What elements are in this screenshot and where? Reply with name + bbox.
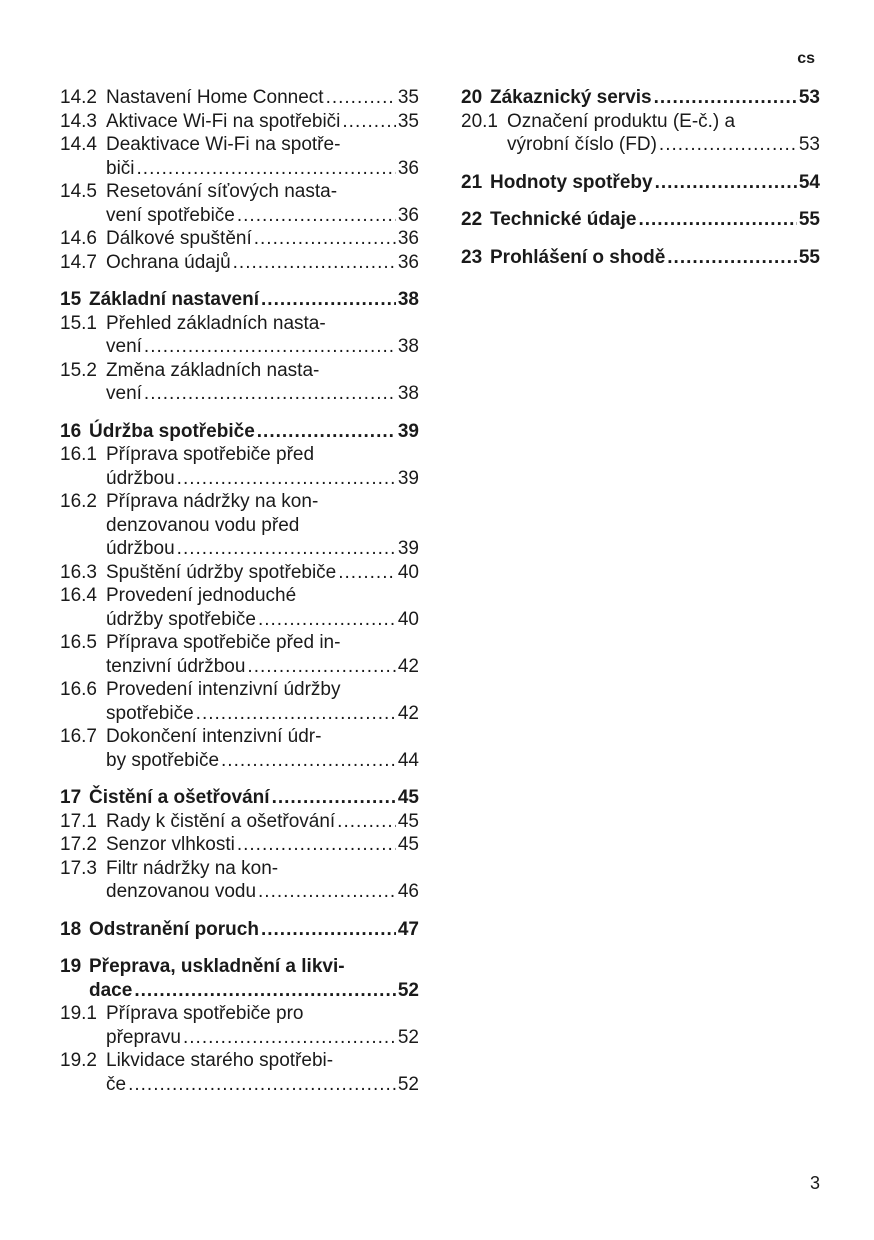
dot-leader [196,702,396,726]
toc-number: 16.1 [60,444,97,465]
toc-title: Přehled základních nasta- [106,312,326,334]
toc-line [60,1049,419,1073]
toc-line [60,918,419,942]
toc-line [461,86,820,110]
dot-leader [128,1073,396,1097]
toc-entry[interactable] [60,857,419,904]
toc-entry[interactable] [60,1002,419,1049]
toc-page: 38 [397,336,419,357]
toc-number: 19 [60,956,82,977]
toc-line [60,678,419,702]
toc-chapter[interactable] [60,918,419,942]
toc-title: Filtr nádržky na kon- [106,857,279,879]
toc-line [60,955,419,979]
toc-line [60,180,419,204]
toc-number: 19.2 [60,1050,97,1071]
toc-number: 16 [60,420,82,442]
toc-line [461,110,820,134]
toc-page: 54 [798,171,820,193]
toc-page: 36 [397,204,419,226]
toc-title: Deaktivace Wi-Fi na spotře- [106,134,341,155]
toc-entry[interactable] [60,180,419,227]
dot-leader [177,537,396,561]
toc-number: 23 [461,246,483,268]
toc-entry[interactable] [60,561,419,585]
toc-page: 52 [397,1073,419,1095]
toc-number: 15.1 [60,312,97,334]
toc-title: Základní nastavení [89,289,260,310]
toc-title: Rady k čistění a ošetřování [106,810,336,832]
toc-title: Odstranění poruch [89,918,259,940]
toc-line [60,749,419,773]
dot-leader [137,157,396,181]
toc-entry[interactable] [60,443,419,490]
toc-title: by spotřebiče [106,749,220,771]
toc-page: 36 [397,228,419,249]
toc-number: 15 [60,289,82,310]
toc-page: 35 [397,110,419,132]
dot-leader [272,786,396,810]
toc-page: 42 [397,655,419,677]
toc-page: 39 [397,538,419,559]
dot-leader [183,1026,396,1050]
toc-title: vení [106,336,142,357]
dot-leader [654,86,797,110]
toc-title: denzovanou vodu [106,881,257,902]
dot-leader [257,420,396,444]
toc-title: Likvidace starého spotřebi- [106,1050,334,1071]
dot-leader [655,171,797,195]
toc-title: Prohlášení o shodě [490,246,666,268]
toc-number: 14.5 [60,181,97,202]
toc-line [461,246,820,270]
toc-title: Aktivace Wi-Fi na spotřebiči [106,110,341,132]
toc-title: Senzor vlhkosti [106,834,235,855]
toc-line [60,420,419,444]
toc-chapter[interactable] [461,86,820,110]
toc-title: denzovanou vodu před [106,514,300,536]
toc-entry[interactable] [60,133,419,180]
dot-leader [258,608,396,632]
toc-number: 17.1 [60,810,97,832]
toc-number: 14.2 [60,87,97,108]
toc-title: Příprava spotřebiče před [106,444,315,465]
toc-number: 17.2 [60,834,97,855]
toc-line [60,467,419,491]
toc-line [60,655,419,679]
toc-title: vení spotřebiče [106,204,235,226]
toc-page: 52 [397,979,419,1001]
toc-page: 40 [397,561,419,583]
toc-title: vení [106,383,142,404]
dot-leader [237,833,396,857]
toc-page: 46 [397,881,419,902]
toc-number: 22 [461,209,483,230]
toc-line [60,443,419,467]
toc-title: Příprava spotřebiče pro [106,1003,304,1024]
toc-page: 35 [397,87,419,108]
toc-title: Technické údaje [490,209,637,230]
toc-title: Příprava spotřebiče před in- [106,632,341,653]
toc-page: 45 [397,810,419,832]
toc-line [60,133,419,157]
dot-leader [337,810,396,834]
toc-left-column [60,86,419,1096]
toc-page: 47 [397,918,419,940]
toc-line [60,857,419,881]
dot-leader [237,204,396,228]
dot-leader [177,467,396,491]
toc-title: Hodnoty spotřeby [490,171,653,193]
toc-title: Údržba spotřebiče [89,420,255,442]
toc-number: 14.7 [60,251,97,273]
toc-number: 14.4 [60,134,97,155]
dot-leader [261,918,396,942]
toc-line [461,171,820,195]
toc-line [60,880,419,904]
toc-line [60,979,419,1003]
toc-line [60,110,419,134]
toc-number: 16.7 [60,726,97,747]
toc-entry[interactable] [60,584,419,631]
toc-line [60,561,419,585]
toc-number: 16.2 [60,491,97,512]
toc-title: údržbou [106,467,175,489]
toc-line [60,1073,419,1097]
dot-leader [134,979,396,1003]
toc-title: údržbou [106,538,175,559]
toc-number: 19.1 [60,1003,97,1024]
language-code: cs [797,50,815,67]
toc-entry[interactable] [60,251,419,275]
toc-number: 16.6 [60,679,97,700]
toc-entry[interactable] [60,631,419,678]
toc-number: 14.6 [60,228,97,249]
toc-line [60,227,419,251]
toc-entry[interactable] [60,833,419,857]
dot-leader [233,251,396,275]
dot-leader [638,208,796,232]
toc-chapter[interactable] [60,955,419,1002]
toc-chapter[interactable] [60,420,419,444]
toc-line [60,359,419,383]
toc-line [60,204,419,228]
toc-page: 38 [397,383,419,404]
toc-line [60,725,419,749]
toc-page: 44 [397,749,419,771]
toc-entry[interactable] [60,725,419,772]
toc-title: tenzivní údržbou [106,655,246,677]
toc-chapter[interactable] [60,288,419,312]
toc-line [60,810,419,834]
toc-page: 53 [798,134,820,155]
toc-page: 38 [397,289,419,310]
toc-title: če [106,1073,127,1095]
toc-page: 40 [397,608,419,630]
toc-line [60,490,419,514]
toc-page: 45 [397,834,419,855]
toc-title: Provedení intenzivní údržby [106,679,341,700]
toc-line [60,1026,419,1050]
toc-line [60,631,419,655]
toc-title: biči [106,157,135,179]
dot-leader [221,749,396,773]
dot-leader [659,133,797,157]
toc-line [60,288,419,312]
toc-title: výrobní číslo (FD) [507,134,657,155]
toc-title: Dokončení intenzivní údr- [106,726,322,747]
toc-line [60,584,419,608]
toc-entry[interactable] [60,110,419,134]
toc-page: 55 [798,246,820,268]
page-number: 3 [809,1173,820,1193]
toc-number: 20.1 [461,110,498,132]
toc-title: Nastavení Home Connect [106,87,324,108]
toc-number: 14.3 [60,110,97,132]
toc-title: Přeprava, uskladnění a likvi- [89,956,345,977]
toc-entry[interactable] [60,359,419,406]
toc-line [461,208,820,232]
dot-leader [144,335,396,359]
toc-line [60,157,419,181]
dot-leader [326,86,396,110]
toc-page: 55 [798,209,820,230]
toc-chapter[interactable] [461,246,820,270]
toc-line [60,608,419,632]
toc-title: údržby spotřebiče [106,608,256,630]
toc-number: 17.3 [60,857,97,879]
toc-number: 20 [461,87,483,108]
toc-entry[interactable] [60,490,419,561]
toc-right-column [461,86,820,269]
toc-entry[interactable] [60,227,419,251]
dot-leader [667,246,797,270]
toc-title: dace [89,979,133,1001]
toc-entry[interactable] [60,86,419,110]
toc-title: Zákaznický servis [490,87,652,108]
toc-line [60,537,419,561]
toc-title: spotřebiče [106,702,194,724]
toc-entry[interactable] [60,312,419,359]
toc-line [461,133,820,157]
toc-page: 52 [397,1026,419,1048]
toc-number: 18 [60,918,82,940]
toc-line [60,86,419,110]
toc-line [60,702,419,726]
toc-line [60,335,419,359]
toc-title: Spuštění údržby spotřebiče [106,561,337,583]
toc-line [60,514,419,538]
toc-number: 16.3 [60,561,97,583]
toc-page: 39 [397,467,419,489]
toc-title: Označení produktu (E-č.) a [507,110,736,132]
toc-chapter[interactable] [461,208,820,232]
toc-page: 53 [798,87,820,108]
toc-page: 42 [397,702,419,724]
toc-title: přepravu [106,1026,181,1048]
toc-number: 16.4 [60,585,97,606]
toc-title: Provedení jednoduché [106,585,297,606]
toc-line [60,251,419,275]
dot-leader [254,227,396,251]
toc-line [60,382,419,406]
toc-page: 36 [397,157,419,179]
toc-page: 36 [397,251,419,273]
dot-leader [247,655,395,679]
toc-title: Dálkové spuštění [106,228,252,249]
toc-line [60,833,419,857]
toc-title: Resetování síťových nasta- [106,181,338,202]
toc-entry[interactable] [60,810,419,834]
dot-leader [338,561,396,585]
toc-number: 21 [461,171,483,193]
dot-leader [258,880,396,904]
toc-title: Čistění a ošetřování [89,787,270,808]
dot-leader [261,288,396,312]
toc-entry[interactable] [60,1049,419,1096]
dot-leader [342,110,395,134]
toc-page: 45 [397,787,419,808]
toc-chapter[interactable] [60,786,419,810]
toc-entry[interactable] [461,110,820,157]
toc-entry[interactable] [60,678,419,725]
toc-line [60,1002,419,1026]
toc-line [60,312,419,336]
toc-title: Změna základních nasta- [106,359,320,381]
toc-number: 16.5 [60,632,97,653]
toc-chapter[interactable] [461,171,820,195]
toc-title: Příprava nádržky na kon- [106,491,319,512]
toc-line [60,786,419,810]
toc-page: 39 [397,420,419,442]
dot-leader [144,382,396,406]
toc-number: 15.2 [60,359,97,381]
toc-number: 17 [60,787,82,808]
toc-title: Ochrana údajů [106,251,231,273]
